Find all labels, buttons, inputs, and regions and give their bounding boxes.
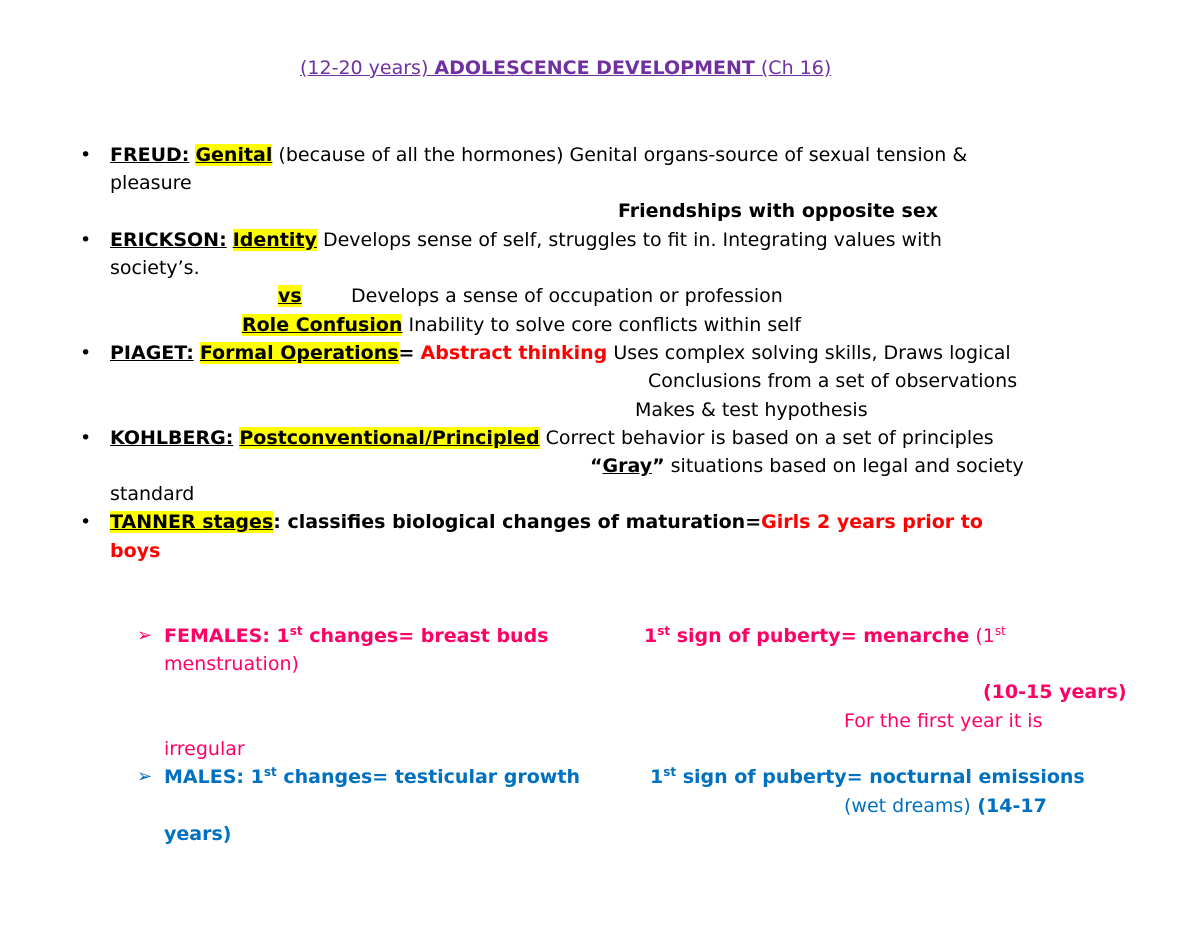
erickson-role-line: Role Confusion Inability to solve core conflicts within self [242, 314, 801, 336]
kohlberg-line2: “Gray” situations based on legal and society [590, 455, 1024, 477]
kohlberg-gray: Gray [602, 455, 653, 477]
erickson-vs-line [278, 282, 302, 310]
kohlberg-stage: Postconventional/Principled [239, 427, 540, 449]
freud-line3: Friendships with opposite sex [618, 200, 938, 222]
bullet: • [80, 144, 92, 166]
piaget-line3: Makes & test hypothesis [635, 399, 868, 421]
males-line3: years) [164, 823, 232, 845]
arrow-bullet: ➢ [137, 625, 153, 646]
piaget-abstract: Abstract thinking [420, 342, 608, 364]
females-line1a: FEMALES: 1st changes= breast buds [164, 624, 549, 647]
tanner-line2: boys [110, 540, 161, 562]
males-line1a: MALES: 1st changes= testicular growth [164, 765, 580, 788]
erickson-role: Role Confusion [242, 314, 403, 336]
tanner-label: TANNER stages [110, 511, 274, 533]
erickson-line2: society’s. [110, 257, 200, 279]
bullet: • [80, 427, 92, 449]
bullet: • [80, 229, 92, 251]
freud-stage: Genital [195, 144, 273, 166]
females-line2: menstruation) [164, 653, 299, 675]
females-line1b: 1st sign of puberty= menarche (1st [644, 624, 1006, 647]
bullet: • [80, 342, 92, 364]
freud-label: FREUD: [110, 144, 190, 166]
erickson-label: ERICKSON: [110, 229, 227, 251]
males-line1b: 1st sign of puberty= nocturnal emissions [650, 765, 1085, 788]
piaget-stage: Formal Operations [199, 342, 399, 364]
kohlberg-line3: standard [110, 483, 195, 505]
piaget-line: PIAGET: Formal Operations= Abstract thinking Uses complex solving skills, Draws logical [110, 342, 1011, 364]
erickson-line: ERICKSON: Identity Develops sense of self, struggles to fit in. Integrating values with [110, 229, 942, 251]
freud-line2: pleasure [110, 172, 192, 194]
erickson-stage: Identity [232, 229, 317, 251]
females-irregular1: For the first year it is [844, 710, 1043, 732]
piaget-label: PIAGET: [110, 342, 194, 364]
erickson-vs: vs [278, 285, 302, 307]
bullet: • [80, 511, 92, 533]
erickson-vs-text: Develops a sense of occupation or profession [351, 285, 783, 307]
piaget-line2: Conclusions from a set of observations [648, 370, 1018, 392]
tanner-line: TANNER stages: classifies biological changes of maturation=Girls 2 years prior to [110, 511, 983, 533]
page-title: (12-20 years) ADOLESCENCE DEVELOPMENT (Ch 16) [300, 57, 832, 79]
females-irregular2: irregular [164, 738, 245, 760]
title-bold: ADOLESCENCE DEVELOPMENT [434, 57, 755, 79]
freud-line: FREUD: Genital (because of all the hormones) Genital organs-source of sexual tension & [110, 144, 968, 166]
kohlberg-line: KOHLBERG: Postconventional/Principled Correct behavior is based on a set of principles [110, 427, 994, 449]
kohlberg-label: KOHLBERG: [110, 427, 234, 449]
females-years: (10-15 years) [983, 681, 1127, 703]
males-line2: (wet dreams) (14-17 [844, 795, 1047, 817]
arrow-bullet: ➢ [137, 766, 153, 787]
